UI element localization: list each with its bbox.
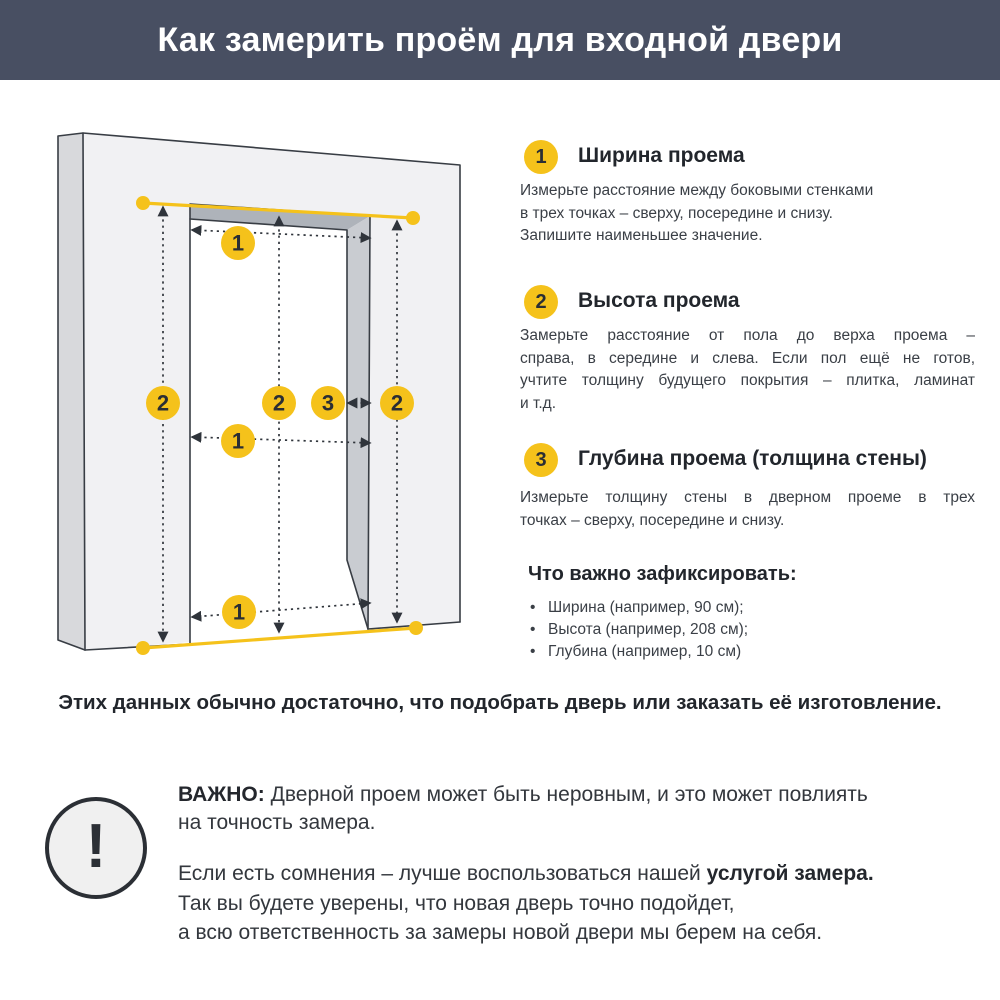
marker-height-left: 2: [156, 390, 170, 416]
marker-height-center: 2: [272, 390, 286, 416]
bullet-icon: •: [530, 621, 536, 638]
wall-side-face: [58, 133, 85, 650]
marker-depth: 3: [321, 390, 335, 416]
step-3-line: точках – сверху, посередине и снизу.: [520, 511, 785, 529]
checklist-item-text: Ширина (например, 90 см);: [548, 599, 744, 616]
exclamation-icon: !: [45, 797, 147, 899]
opening-interior: [190, 219, 368, 644]
step-3-description: [520, 487, 975, 532]
step-1-title: Ширина проема: [578, 144, 745, 167]
tape-dot-icon: [406, 211, 420, 225]
step-3-title: Глубина проема (толщина стены): [578, 447, 927, 470]
tape-dot-icon: [136, 641, 150, 655]
marker-height-right: 2: [390, 390, 404, 416]
step-1-number: 1: [535, 146, 547, 168]
step-2-line: Замерьте расстояние от пола до верха проема –: [520, 327, 975, 344]
warning-text-line-1: Дверной проем может быть неровным, и это может повлиять: [270, 783, 868, 806]
step-1-badge: [524, 140, 558, 174]
step-2-number: 2: [535, 291, 547, 313]
marker-width-middle: 1: [231, 428, 245, 454]
step-2-badge: [524, 285, 558, 319]
tape-dot-icon: [409, 621, 423, 635]
step-2-line: и т.д.: [520, 394, 557, 412]
step-2-title: Высота проема: [578, 289, 740, 312]
summary-text: Этих данных обычно достаточно, что подобрать дверь или заказать её изготовление.: [58, 691, 942, 714]
marker-width-top: 1: [231, 230, 245, 256]
header-banner: [0, 0, 1000, 80]
warning-label: ВАЖНО:: [178, 783, 265, 806]
step-1-line: Измерьте расстояние между боковыми стенками: [520, 182, 874, 199]
checklist-title: Что важно зафиксировать:: [528, 563, 797, 585]
advice-line-1-bold: услугой замера.: [706, 862, 874, 885]
checklist: [530, 597, 748, 663]
checklist-item: [530, 597, 748, 619]
opening-right-jamb: [347, 216, 370, 629]
checklist-item: [530, 619, 748, 641]
bullet-icon: •: [530, 599, 536, 616]
step-1-description: [520, 180, 975, 248]
step-3-badge: [524, 443, 558, 477]
checklist-item-text: Глубина (например, 10 см): [548, 643, 742, 660]
step-3-line: Измерьте толщину стены в дверном проеме в трех: [520, 489, 975, 506]
step-3-number: 3: [535, 449, 547, 471]
step-2-line: справа, в середине и слева. Если пол ещё не готов,: [520, 349, 975, 367]
advice-paragraph: [178, 859, 978, 948]
marker-width-bottom: 1: [232, 599, 246, 625]
advice-line-1: Если есть сомнения – лучше воспользоваться нашей: [178, 862, 701, 885]
tape-dot-icon: [136, 196, 150, 210]
advice-line-2: Так вы будете уверены, что новая дверь точно подойдет,: [178, 891, 735, 915]
checklist-item: [530, 641, 748, 663]
step-2-description: [520, 325, 975, 415]
page-title: Как замерить проём для входной двери: [157, 21, 843, 59]
step-1-line: в трех точках – сверху, посередине и снизу.: [520, 204, 833, 222]
warning-text-line-2: на точность замера.: [178, 811, 376, 834]
warning-paragraph: [178, 781, 938, 837]
advice-line-3: а всю ответственность за замеры новой двери мы берем на себя.: [178, 921, 823, 944]
bullet-icon: •: [530, 643, 536, 660]
checklist-item-text: Высота (например, 208 см);: [548, 621, 749, 638]
doorway-diagram: [30, 110, 510, 690]
step-2-line: учтите толщину будущего покрытия – плитка, ламинат: [520, 372, 975, 389]
step-1-line: Запишите наименьшее значение.: [520, 227, 763, 244]
